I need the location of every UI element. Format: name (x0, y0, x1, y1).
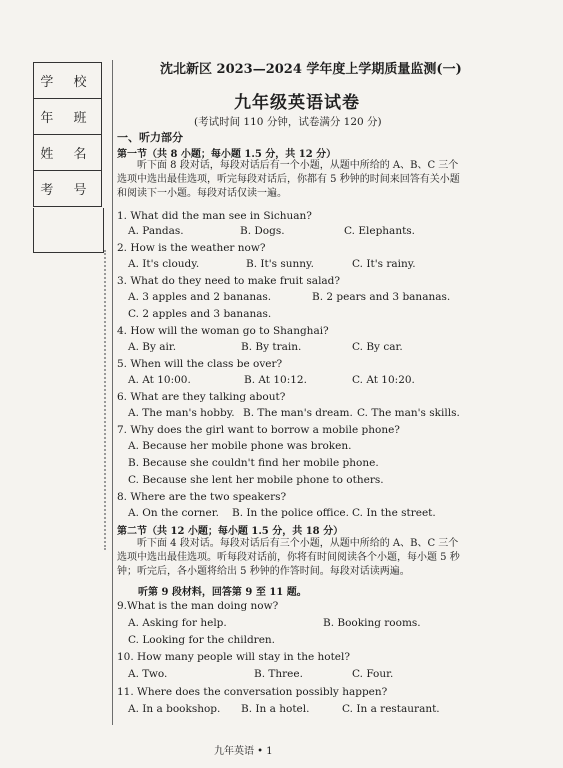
q3-option-b: B. 2 pears and 3 bananas. (312, 291, 451, 303)
q10-option-c: C. Four. (352, 668, 394, 680)
q7-option-b: B. Because she couldn't find her mobile phone. (128, 457, 379, 469)
q4-option-b: B. By train. (241, 341, 302, 353)
q6-option-c: C. The man's skills. (357, 407, 460, 419)
exam-title: 九年级英语试卷 (234, 93, 360, 113)
q5-option-b: B. At 10:12. (244, 374, 307, 386)
question-8: 8. Where are the two speakers? (117, 491, 287, 503)
q6-option-a: A. The man's hobby. (128, 407, 235, 419)
q11-option-c: C. In a restaurant. (342, 703, 440, 715)
q6-option-b: B. The man's dream. (243, 407, 353, 419)
info-school-label: 学 校 (33, 62, 102, 98)
q9-option-b: B. Booking rooms. (323, 617, 421, 629)
section-listening: 一、听力部分 (117, 131, 183, 144)
q9-option-a: A. Asking for help. (128, 617, 227, 629)
part2-instructions: 听下面 4 段对话。每段对话后有三个小题，从题中所给的 A、B、C 三个选项中选出最佳选项。听每段对话前，你将有时间阅读各个小题，每小题 5 秒钟；听完后，各小题将给出 5 秒钟的作答时间。每段对话读两遍。 (117, 538, 460, 577)
q8-option-a: A. On the corner. (128, 507, 219, 519)
q1-option-b: B. Dogs. (240, 225, 285, 237)
q11-option-b: B. In a hotel. (241, 703, 310, 715)
part1-instructions: 听下面 8 段对话，每段对话后有一个小题，从题中所给的 A、B、C 三个选项中选出最佳选项，听完每段对话后，你都有 5 秒钟的时间来回答有关小题和阅读下一小题。每段对话仅读一遍。 (117, 160, 460, 199)
q7-option-a: A. Because her mobile phone was broken. (128, 440, 352, 452)
q7-option-c: C. Because she lent her mobile phone to others. (128, 474, 384, 486)
exam-header: 沈北新区 2023—2024 学年度上学期质量监测(一) (160, 62, 462, 77)
exam-subtitle: (考试时间 110 分钟，试卷满分 120 分) (194, 116, 382, 128)
part2-heading: 第二节（共 12 小题；每小题 1.5 分，共 18 分） (117, 526, 344, 537)
q8-option-c: C. In the street. (352, 507, 436, 519)
q11-option-a: A. In a bookshop. (128, 703, 221, 715)
q10-option-b: B. Three. (254, 668, 303, 680)
question-6: 6. What are they talking about? (117, 391, 286, 403)
binding-dots (104, 250, 110, 550)
q4-option-c: C. By car. (352, 341, 403, 353)
q2-option-b: B. It's sunny. (246, 258, 314, 270)
q4-option-a: A. By air. (128, 341, 177, 353)
q8-option-b: B. In the police office. (232, 507, 349, 519)
binding-line (112, 60, 113, 725)
question-9: 9.What is the man doing now? (117, 600, 279, 612)
info-name-label: 姓 名 (33, 134, 102, 170)
q5-option-a: A. At 10:00. (128, 374, 191, 386)
info-class-label: 年 班 (33, 98, 102, 134)
question-7: 7. Why does the girl want to borrow a mobile phone? (117, 424, 400, 436)
question-2: 2. How is the weather now? (117, 242, 266, 254)
q3-option-a: A. 3 apples and 2 bananas. (128, 291, 272, 303)
q1-option-a: A. Pandas. (128, 225, 184, 237)
student-info-box (33, 62, 102, 207)
q10-option-a: A. Two. (128, 668, 168, 680)
question-5: 5. When will the class be over? (117, 358, 283, 370)
q5-option-c: C. At 10:20. (352, 374, 415, 386)
page-footer: 九年英语 • 1 (214, 746, 273, 757)
q3-option-c: C. 2 apples and 3 bananas. (128, 308, 272, 320)
question-1: 1. What did the man see in Sichuan? (117, 210, 312, 222)
question-3: 3. What do they need to make fruit salad? (117, 275, 341, 287)
info-blank-field (33, 208, 104, 253)
q2-option-c: C. It's rainy. (352, 258, 416, 270)
q9-option-c: C. Looking for the children. (128, 634, 276, 646)
q2-option-a: A. It's cloudy. (128, 258, 200, 270)
question-11: 11. Where does the conversation possibly happen? (117, 686, 388, 698)
q1-option-c: C. Elephants. (344, 225, 416, 237)
info-number-label: 考 号 (33, 170, 102, 207)
question-4: 4. How will the woman go to Shanghai? (117, 325, 329, 337)
part2-subinstruction: 听第 9 段材料，回答第 9 至 11 题。 (138, 587, 307, 598)
part1-heading: 第一节（共 8 小题；每小题 1.5 分，共 12 分） (117, 149, 337, 160)
question-10: 10. How many people will stay in the hotel? (117, 651, 351, 663)
